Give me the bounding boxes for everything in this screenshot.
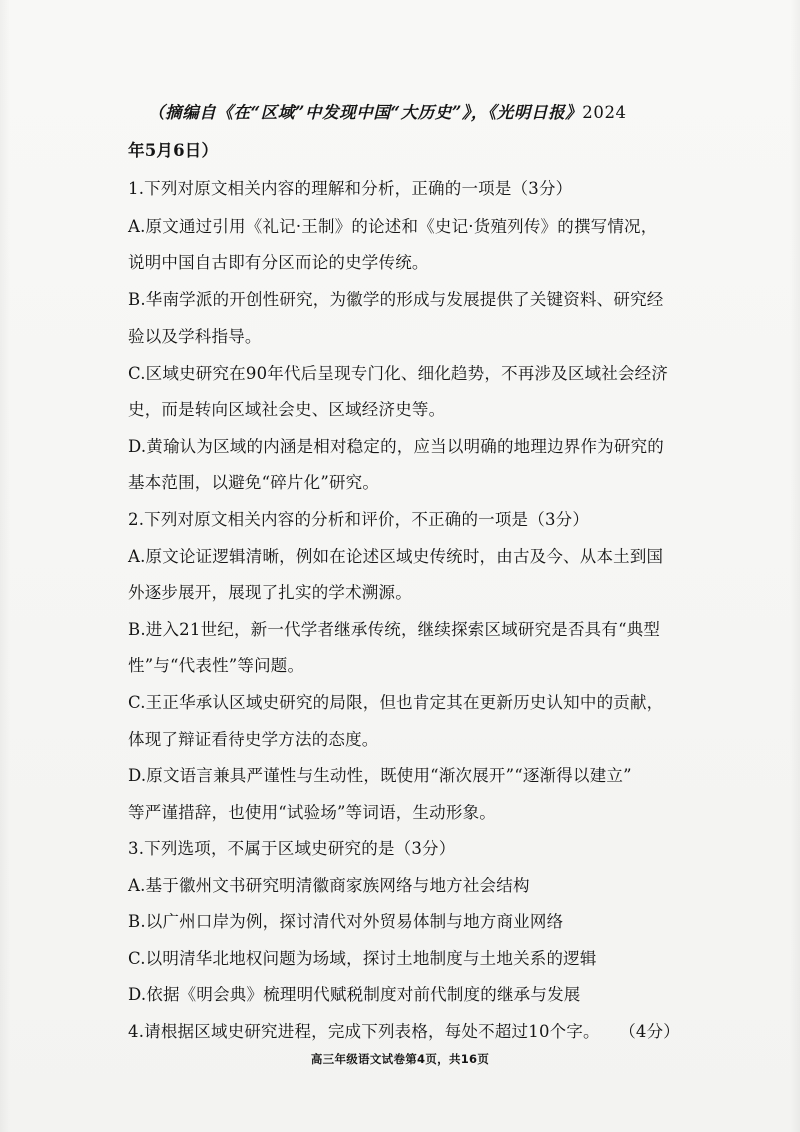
- q1-option-b-line2: 验以及学科指导。: [128, 327, 262, 346]
- q1-option-a-line1: A.原文通过引用《礼记·王制》的论述和《史记·货殖列传》的撰写情况，: [128, 217, 658, 236]
- q2-option-a-line1: A.原文论证逻辑清晰，例如在论述区域史传统时，由古及今、从本土到国: [128, 547, 664, 566]
- q2-option-a-line2: 外逐步展开，展现了扎实的学术溯源。: [128, 583, 412, 602]
- q1-option-c-line2: 史，而是转向区域社会史、区域经济史等。: [128, 400, 446, 419]
- q4-stem-row: [128, 1021, 681, 1043]
- source-date: 年5月6日）: [128, 141, 219, 160]
- q2-option-d-line1: D.原文语言兼具严谨性与生动性，既使用“渐次展开”“逐渐得以建立”: [128, 766, 632, 785]
- page-edge-right: [790, 0, 800, 1132]
- q2-option-c-line2: 体现了辩证看待史学方法的态度。: [128, 730, 379, 749]
- q1-option-d-line1: D.黄瑜认为区域的内涵是相对稳定的，应当以明确的地理边界作为研究的: [128, 437, 664, 456]
- q4-stem: 4.请根据区域史研究进程，完成下列表格，每处不超过10个字。: [128, 1022, 600, 1041]
- q2-option-c-line1: C.王正华承认区域史研究的局限，但也肯定其在更新历史认知中的贡献，: [128, 693, 664, 712]
- source-citation-text: （摘编自《在“区域”中发现中国“大历史”》，《光明日报》: [148, 103, 583, 122]
- q3-option-a: A.基于徽州文书研究明清徽商家族网络与地方社会结构: [128, 876, 530, 895]
- q2-option-d-line2: 等严谨措辞，也使用“试验场”等词语，生动形象。: [128, 803, 496, 822]
- source-citation: [148, 102, 693, 124]
- q2-option-b-line1: B.进入21世纪，新一代学者继承传统，继续探索区域研究是否具有“典型: [128, 620, 661, 639]
- q2-option-b-line2: 性”与“代表性”等问题。: [128, 656, 305, 675]
- q4-score: （4分）: [619, 1022, 681, 1041]
- page-footer: 高三年级语文试卷第4页，共16页: [310, 1052, 490, 1066]
- q1-option-a-line2: 说明中国自古即有分区而论的史学传统。: [128, 253, 429, 272]
- q3-option-d: D.依据《明会典》梳理明代赋税制度对前代制度的继承与发展: [128, 985, 581, 1004]
- source-year: 2024: [582, 103, 627, 122]
- q1-stem: 1.下列对原文相关内容的理解和分析，正确的一项是（3分）: [128, 179, 573, 198]
- q2-stem: 2.下列对原文相关内容的分析和评价，不正确的一项是（3分）: [128, 510, 590, 529]
- q1-option-d-line2: 基本范围，以避免“碎片化”研究。: [128, 473, 380, 492]
- q3-option-c: C.以明清华北地权问题为场域，探讨土地制度与土地关系的逻辑: [128, 949, 597, 968]
- q3-stem: 3.下列选项，不属于区域史研究的是（3分）: [128, 839, 456, 858]
- q1-option-b-line1: B.华南学派的开创性研究，为徽学的形成与发展提供了关键资料、研究经: [128, 290, 664, 309]
- q1-option-c-line1: C.区域史研究在90年代后呈现专门化、细化趋势，不再涉及区域社会经济: [128, 364, 669, 383]
- page-edge-left: [0, 0, 10, 1132]
- q3-option-b: B.以广州口岸为例，探讨清代对外贸易体制与地方商业网络: [128, 912, 564, 931]
